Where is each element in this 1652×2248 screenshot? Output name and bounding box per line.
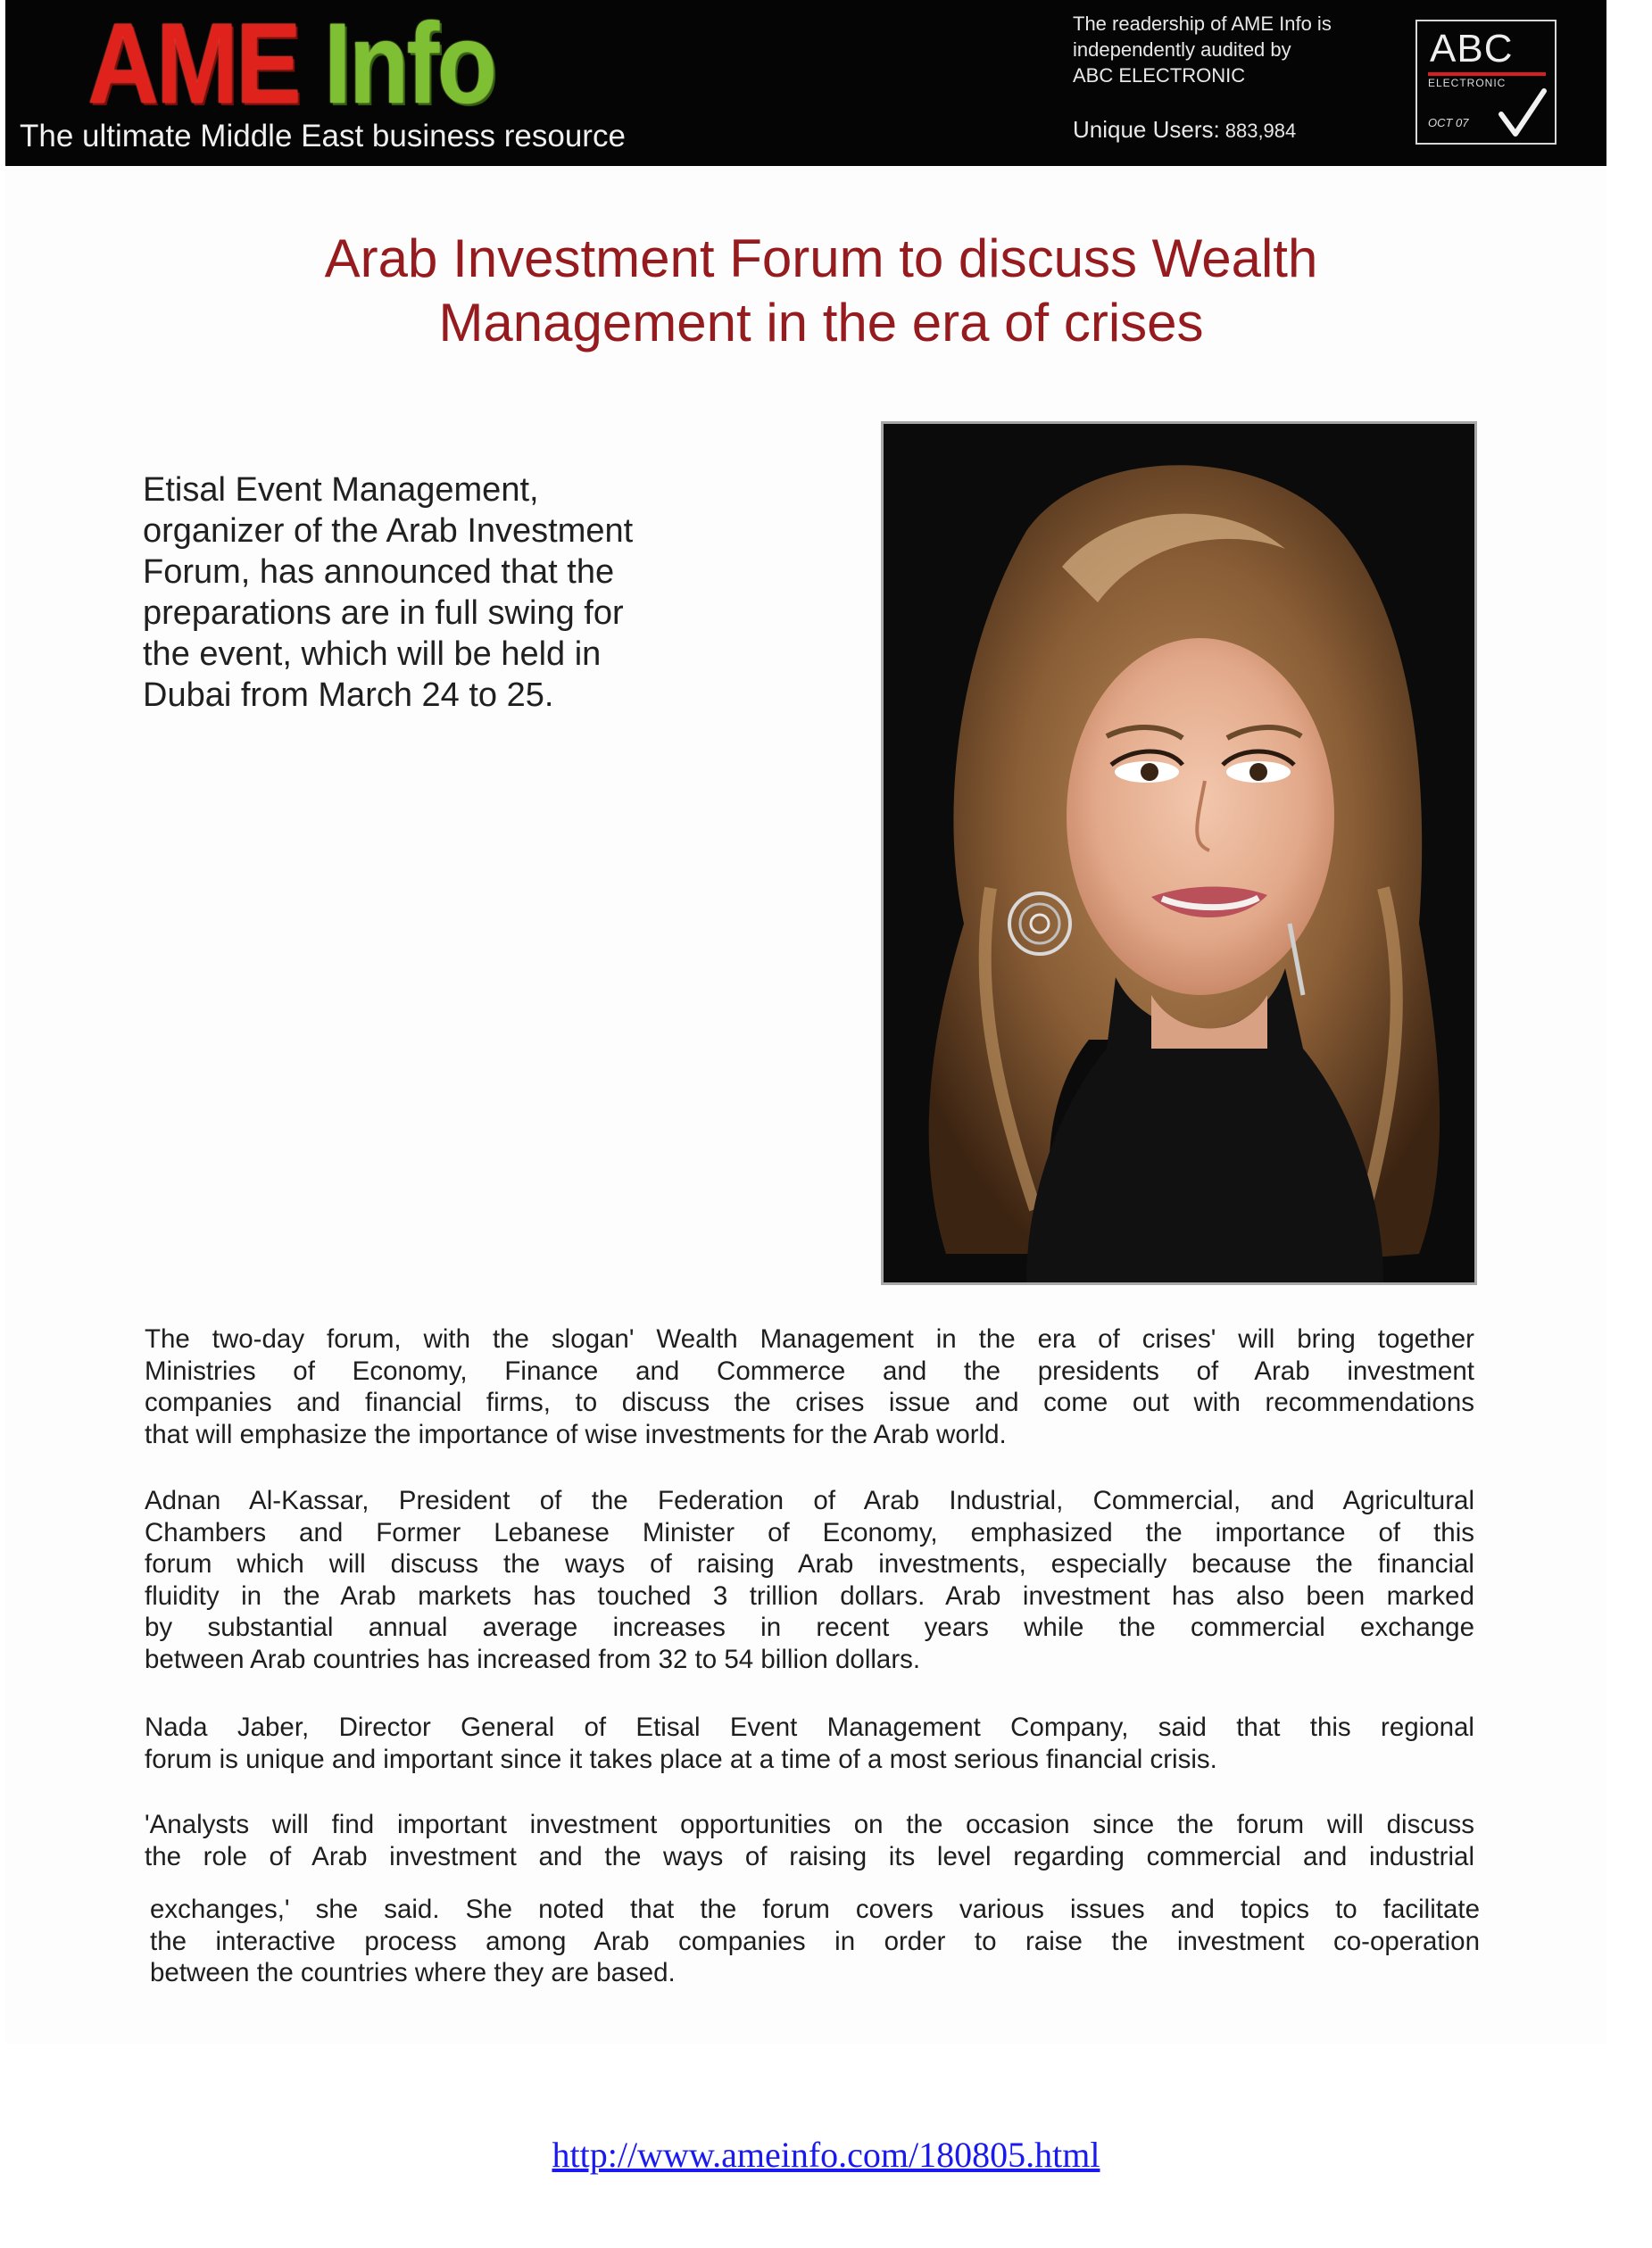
banner-tagline: The ultimate Middle East business resource [20, 119, 626, 153]
logo-ame: AME [87, 0, 299, 128]
body-line: the interactive process among Arab companies in order to raise the investment co-operation [150, 1926, 1480, 1956]
audit-line: ABC ELECTRONIC [1073, 64, 1246, 87]
body-paragraph-3 [145, 1712, 1474, 1775]
lead-line: Forum, has announced that the [143, 553, 615, 591]
body-paragraph-1 [145, 1323, 1474, 1450]
portrait-photo [881, 421, 1477, 1285]
body-line: the role of Arab investment and the ways of raising its level regarding commercial and industrial [145, 1841, 1474, 1871]
abc-badge-title: ABC [1430, 27, 1514, 71]
body-line: between Arab countries has increased from 32 to 54 billion dollars. [145, 1644, 921, 1674]
lead-line: organizer of the Arab Investment [143, 512, 634, 550]
checkmark-icon [1498, 87, 1548, 139]
lead-paragraph [143, 469, 768, 716]
body-line: by substantial annual average increases in recent years while the commercial exchange [145, 1613, 1474, 1642]
audit-notice [1073, 11, 1412, 88]
body-line: that will emphasize the importance of wise investments for the Arab world. [145, 1419, 1007, 1449]
body-line: fluidity in the Arab markets has touched 3 trillion dollars. Arab investment has also been marked [145, 1580, 1474, 1611]
abc-badge-electronic: ELECTRONIC [1428, 77, 1507, 89]
body-paragraph-4 [145, 1809, 1474, 1872]
ame-info-logo[interactable] [87, 2, 494, 127]
body-paragraph-2 [145, 1485, 1474, 1675]
body-line: Adnan Al-Kassar, President of the Federation of Arab Industrial, Commercial, and Agricultural [145, 1486, 1474, 1515]
badge-divider [1428, 72, 1546, 76]
lead-line: Etisal Event Management, [143, 471, 539, 509]
body-line: exchanges,' she said. She noted that the forum covers various issues and topics to facilitate [150, 1895, 1480, 1924]
abc-electronic-badge [1415, 20, 1557, 145]
abc-badge-date: OCT 07 [1428, 116, 1469, 129]
lead-line: preparations are in full swing for [143, 594, 624, 632]
body-line: Chambers and Former Lebanese Minister of Economy, emphasized the importance of this [145, 1517, 1474, 1547]
body-line: The two-day forum, with the slogan' Wealth Management in the era of crises' will bring together [145, 1324, 1474, 1354]
unique-users-value: 883,984 [1224, 120, 1297, 142]
body-paragraph-5 [150, 1894, 1480, 1989]
ame-info-banner [5, 0, 1606, 166]
audit-line: independently audited by [1073, 38, 1291, 61]
source-url-link[interactable]: http://www.ameinfo.com/180805.html [552, 2135, 1100, 2175]
article-headline [152, 227, 1490, 355]
headline-line: Management in the era of crises [438, 293, 1204, 353]
body-line: Ministries of Economy, Finance and Commerce and the presidents of Arab investment [145, 1356, 1474, 1386]
headline-line: Arab Investment Forum to discuss Wealth [324, 228, 1318, 288]
unique-users [1073, 116, 1296, 144]
body-line: 'Analysts will find important investment opportunities on the occasion since the forum will discuss [145, 1810, 1474, 1839]
audit-line: The readership of AME Info is [1073, 12, 1332, 35]
logo-info: Info [323, 0, 495, 128]
body-line: forum is unique and important since it takes place at a time of a most serious financial crisis. [145, 1744, 1217, 1774]
lead-line: the event, which will be held in [143, 635, 602, 673]
unique-users-label: Unique Users: [1073, 116, 1220, 143]
lead-line: Dubai from March 24 to 25. [143, 676, 554, 714]
portrait-illustration [884, 424, 1474, 1282]
source-url [0, 2134, 1652, 2176]
body-line: companies and financial firms, to discuss the crises issue and come out with recommendations [145, 1388, 1474, 1417]
body-line: between the countries where they are based. [150, 1958, 676, 1987]
body-line: Nada Jaber, Director General of Etisal Event Management Company, said that this regional [145, 1713, 1474, 1742]
body-line: forum which will discuss the ways of raising Arab investments, especially because the financial [145, 1549, 1474, 1579]
